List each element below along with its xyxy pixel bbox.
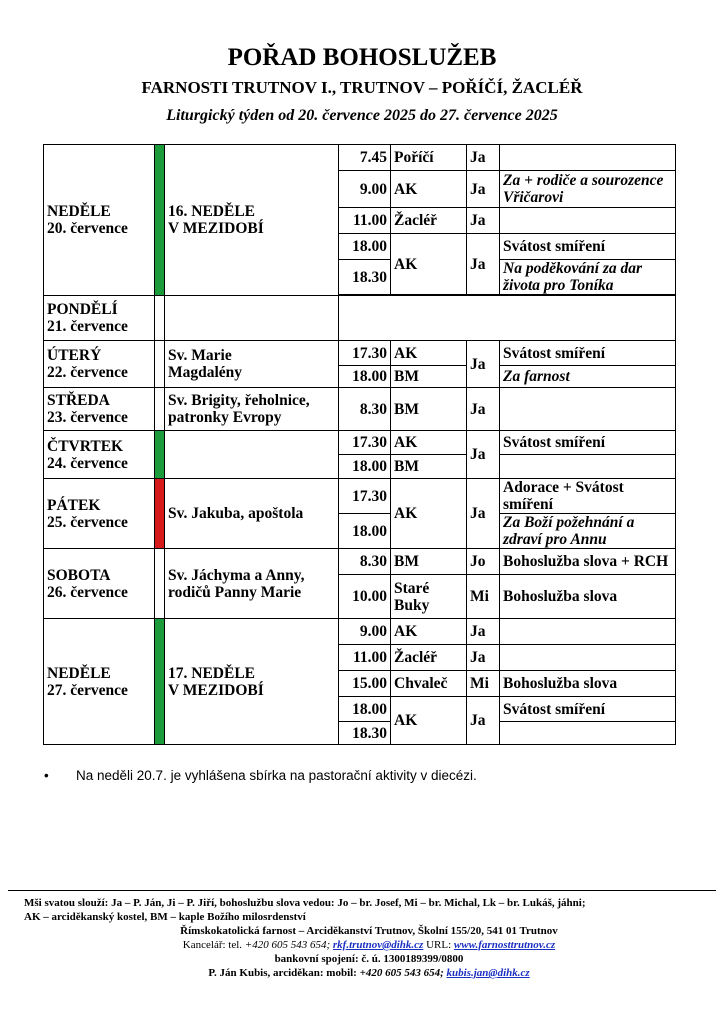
note-cell: Za + rodiče a sourozence Vřičarovi	[500, 171, 676, 208]
note-cell: Adorace + Svátost smíření	[500, 479, 676, 514]
priest-cell: Ja	[467, 208, 500, 234]
time-cell: 18.00	[339, 455, 391, 479]
schedule-table	[43, 144, 676, 745]
office-email-link[interactable]: rkf.trutnov@dihk.cz	[332, 939, 424, 951]
time-cell: 18.00	[339, 366, 391, 388]
day-cell: SOBOTA 26. července	[44, 549, 155, 619]
page-title: POŘAD BOHOSLUŽEB	[227, 44, 497, 71]
website-link[interactable]: www.farnosttrutnov.cz	[453, 939, 556, 951]
note-cell: Svátost smíření	[500, 431, 676, 455]
feast-cell: Sv. Jakuba, apoštola	[165, 479, 339, 549]
time-cell: 9.00	[339, 171, 391, 208]
time-cell: 17.30	[339, 479, 391, 514]
place-cell: BM	[391, 549, 467, 575]
liturgical-color-bar	[155, 479, 165, 549]
priest-cell: Ja	[467, 234, 500, 295]
liturgical-color-bar	[155, 296, 165, 341]
note-cell: Svátost smíření	[500, 341, 676, 366]
place-cell: BM	[391, 455, 467, 479]
note-cell: Za Boží požehnání a zdraví pro Annu	[500, 514, 676, 549]
liturgical-color-bar	[155, 431, 165, 479]
feast-cell: Sv. Brigity, řeholnice, patronky Evropy	[165, 388, 339, 431]
place-cell: Staré Buky	[391, 575, 467, 619]
day-cell: ÚTERÝ 22. července	[44, 341, 155, 388]
place-cell: Chvaleč	[391, 671, 467, 697]
note-cell	[500, 145, 676, 171]
priest-email-link[interactable]: kubis.jan@dihk.cz	[446, 967, 530, 979]
time-cell: 11.00	[339, 645, 391, 671]
day-cell: NEDĚLE 20. července	[44, 145, 155, 296]
time-cell: 9.00	[339, 619, 391, 645]
place-cell: AK	[391, 234, 467, 295]
note-cell: Bohoslužba slova	[500, 575, 676, 619]
note-cell	[500, 619, 676, 645]
liturgical-color-bar	[155, 145, 165, 296]
table-row	[44, 341, 676, 366]
page-subtitle: FARNOSTI TRUTNOV I., TRUTNOV – POŘÍČÍ, ŽACLÉŘ	[141, 78, 583, 97]
priest-cell: Ja	[467, 645, 500, 671]
time-cell: 15.00	[339, 671, 391, 697]
day-cell: ČTVRTEK 24. července	[44, 431, 155, 479]
table-row	[44, 145, 676, 171]
priest-cell: Ja	[467, 619, 500, 645]
table-row	[44, 479, 676, 514]
note-cell: Za farnost	[500, 366, 676, 388]
time-cell: 8.30	[339, 549, 391, 575]
time-cell: 18.00	[339, 514, 391, 549]
day-cell: NEDĚLE 27. července	[44, 619, 155, 745]
time-cell: 18.00	[339, 234, 391, 260]
time-cell: 17.30	[339, 431, 391, 455]
note-cell: Svátost smíření	[500, 697, 676, 722]
place-cell: AK	[391, 697, 467, 745]
liturgical-color-bar	[155, 341, 165, 388]
liturgical-color-bar	[155, 388, 165, 431]
week-range: Liturgický týden od 20. července 2025 do 27. července 2025	[166, 107, 558, 124]
liturgical-color-bar	[155, 549, 165, 619]
place-cell: AK	[391, 431, 467, 455]
time-cell: 7.45	[339, 145, 391, 171]
time-cell: 8.30	[339, 388, 391, 431]
table-row	[44, 296, 676, 341]
time-cell: 11.00	[339, 208, 391, 234]
place-cell: BM	[391, 388, 467, 431]
notice: • Na neděli 20.7. je vyhlášena sbírka na pastorační aktivity v diecézi.	[44, 768, 477, 783]
table-row	[44, 431, 676, 455]
note-cell	[500, 455, 676, 479]
feast-cell: Sv. Jáchyma a Anny, rodičů Panny Marie	[165, 549, 339, 619]
feast-cell: 16. NEDĚLE V MEZIDOBÍ	[165, 145, 339, 296]
place-cell: AK	[391, 341, 467, 366]
table-row	[44, 388, 676, 431]
priest-cell: Ja	[467, 388, 500, 431]
day-cell: PONDĚLÍ 21. července	[44, 296, 155, 341]
priest-cell: Ja	[467, 145, 500, 171]
note-cell: Na poděkování za dar života pro Toníka	[500, 260, 676, 295]
place-cell: AK	[391, 619, 467, 645]
time-cell: 10.00	[339, 575, 391, 619]
note-cell	[500, 388, 676, 431]
priest-cell: Ja	[467, 479, 500, 549]
priest-cell: Ja	[467, 697, 500, 745]
bullet-icon: •	[44, 768, 49, 783]
liturgical-color-bar	[155, 619, 165, 745]
table-row	[44, 549, 676, 575]
feast-cell: 17. NEDĚLE V MEZIDOBÍ	[165, 619, 339, 745]
note-cell: Bohoslužba slova	[500, 671, 676, 697]
feast-cell: Sv. Marie Magdalény	[165, 341, 339, 388]
place-cell: Žacléř	[391, 645, 467, 671]
day-cell: STŘEDA 23. července	[44, 388, 155, 431]
place-cell: Poříčí	[391, 145, 467, 171]
note-cell: Bohoslužba slova + RCH	[500, 549, 676, 575]
note-cell: Svátost smíření	[500, 234, 676, 260]
time-cell: 18.30	[339, 722, 391, 745]
feast-cell	[165, 296, 339, 341]
empty-cell	[339, 296, 676, 341]
time-cell: 17.30	[339, 341, 391, 366]
table-row	[44, 619, 676, 645]
time-cell: 18.30	[339, 260, 391, 295]
note-cell	[500, 208, 676, 234]
time-cell: 18.00	[339, 697, 391, 722]
footer: Mši svatou slouží: Ja – P. Ján, Ji – P. Jiří, bohoslužbu slova vedou: Jo – br. Josef, Mi – br. Michal, Lk – br. Lukáš, jáhni; AK – arciděkanský kostel, BM – kaple Božího milosrdenství Římskokatolická farnost – Arciděkanství Trutnov, Školní 155/20, 541 01 Trutnov Kancelář: tel. +420 605 543 654; rkf.trutnov@dihk.cz URL: www.farnosttrutnov.cz bankovní spojení: č. ú. 1300189399/0800 P. Ján Kubis, arciděkan: mobil: +420 605 543 654; kubis.jan@dihk.cz	[24, 897, 586, 979]
footer-divider	[8, 890, 716, 891]
priest-cell: Mi	[467, 671, 500, 697]
priest-cell: Jo	[467, 549, 500, 575]
place-cell: AK	[391, 171, 467, 208]
place-cell: Žacléř	[391, 208, 467, 234]
priest-cell: Ja	[467, 431, 500, 479]
note-cell	[500, 645, 676, 671]
note-cell	[500, 722, 676, 745]
priest-cell: Ja	[467, 171, 500, 208]
place-cell: BM	[391, 366, 467, 388]
feast-cell	[165, 431, 339, 479]
priest-cell: Mi	[467, 575, 500, 619]
priest-cell: Ja	[467, 341, 500, 388]
day-cell: PÁTEK 25. července	[44, 479, 155, 549]
place-cell: AK	[391, 479, 467, 549]
